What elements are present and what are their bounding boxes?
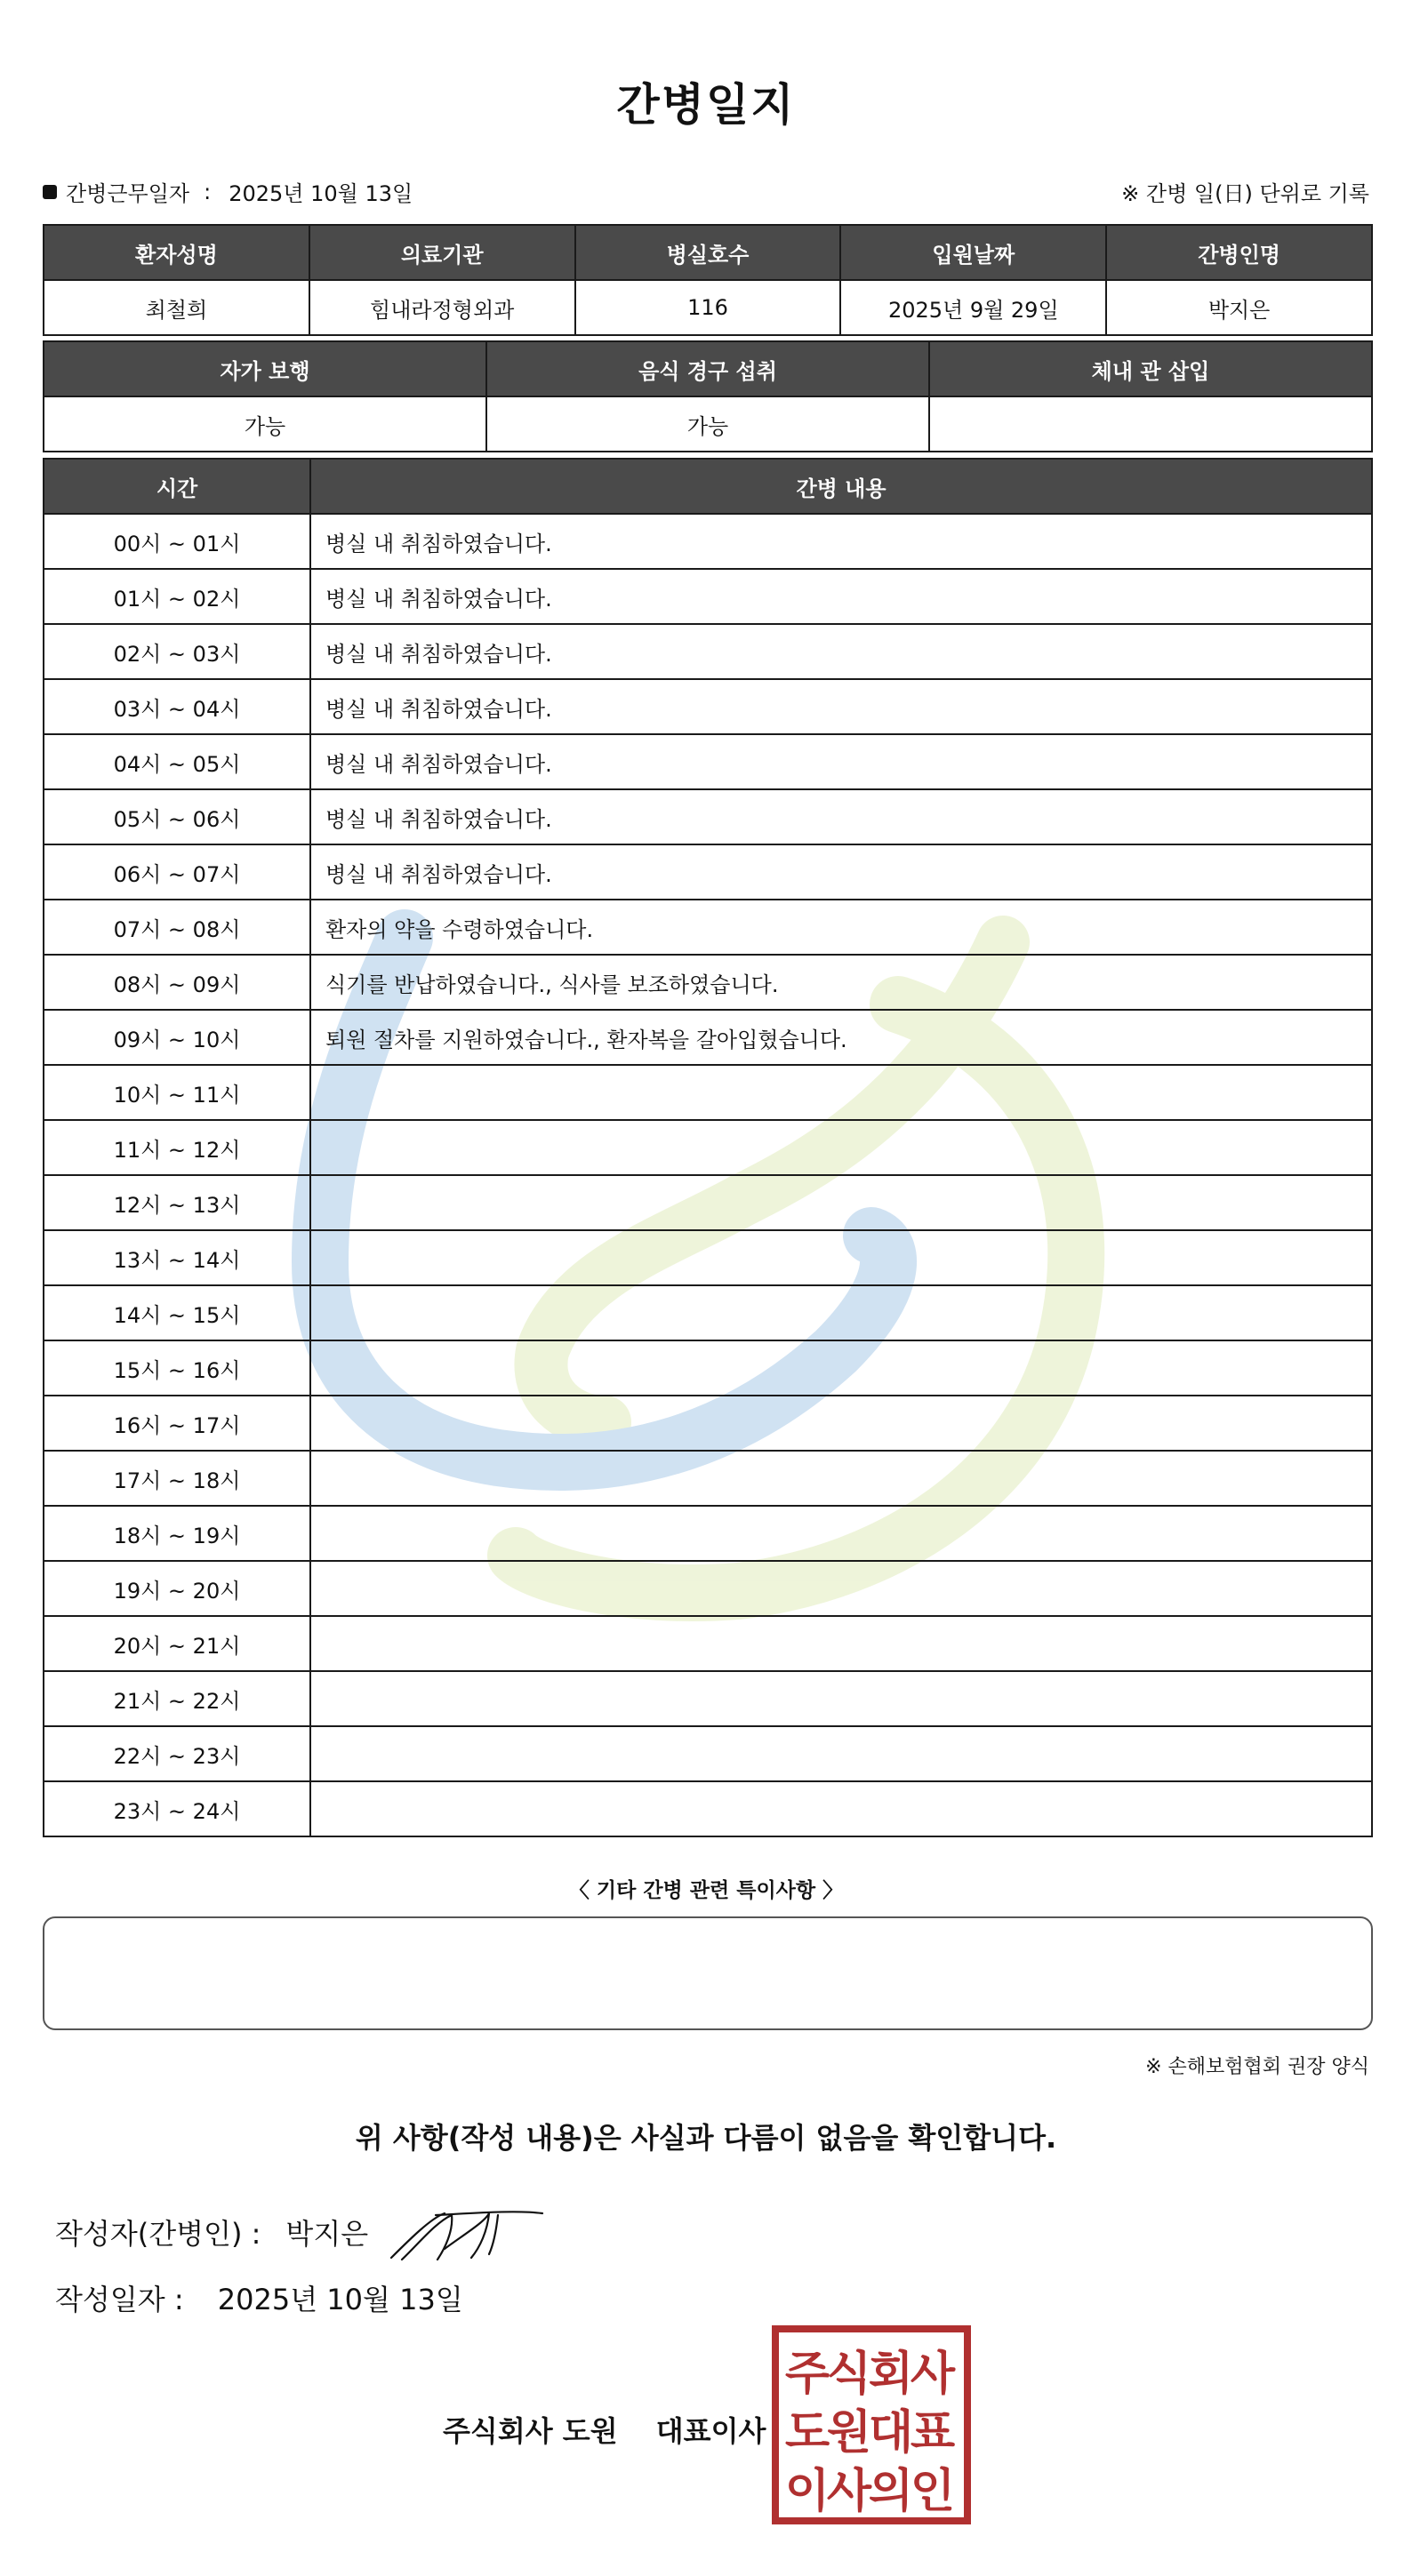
form-note: ※ 손해보험협회 권장 양식 (1145, 2056, 1369, 2078)
care-time: 10시 ~ 11시 (44, 1065, 310, 1120)
care-log-row (44, 1451, 1372, 1506)
oral-intake: 가능 (486, 396, 929, 452)
care-time: 17시 ~ 18시 (44, 1451, 310, 1506)
hospital: 힘내라정형외과 (309, 280, 575, 335)
care-time: 02시 ~ 03시 (44, 624, 310, 679)
care-log-row (44, 624, 1372, 679)
care-log-row (44, 1781, 1372, 1836)
work-date-colon: : (204, 179, 212, 204)
care-content: 퇴원 절차를 지원하였습니다., 환자복을 갈아입혔습니다. (310, 1010, 1372, 1065)
care-content: 병실 내 취침하였습니다. (310, 624, 1372, 679)
care-log-row (44, 514, 1372, 569)
header-hospital: 의료기관 (309, 225, 575, 280)
writer-label: 작성자(간병인) : (55, 2217, 261, 2251)
care-content: 식기를 반납하였습니다., 식사를 보조하였습니다. (310, 955, 1372, 1010)
svg-text:사: 사 (910, 2348, 956, 2401)
care-log-row (44, 734, 1372, 789)
care-content (310, 1726, 1372, 1781)
svg-text:도: 도 (784, 2406, 830, 2460)
patient-header-row (44, 225, 1372, 280)
unit-note: ※ 간병 일(日) 단위로 기록 (1121, 181, 1369, 206)
company-representative-title: 대표이사 (655, 2414, 766, 2448)
svg-text:주: 주 (784, 2348, 830, 2401)
care-log-row (44, 1616, 1372, 1671)
svg-text:의: 의 (868, 2465, 914, 2518)
care-content (310, 1451, 1372, 1506)
care-time: 01시 ~ 02시 (44, 569, 310, 624)
care-time: 23시 ~ 24시 (44, 1781, 310, 1836)
care-log-row (44, 1065, 1372, 1120)
status-header-row (44, 341, 1372, 396)
care-time: 14시 ~ 15시 (44, 1285, 310, 1340)
company-name: 주식회사 도원 (443, 2414, 618, 2448)
care-log-row (44, 1561, 1372, 1616)
care-log-row (44, 1726, 1372, 1781)
care-content: 병실 내 취침하였습니다. (310, 679, 1372, 734)
header-time: 시간 (44, 459, 310, 514)
svg-text:원: 원 (826, 2406, 872, 2460)
care-time: 00시 ~ 01시 (44, 514, 310, 569)
patient-name: 최철희 (44, 280, 309, 335)
care-time: 21시 ~ 22시 (44, 1671, 310, 1726)
company-signature-line (443, 2409, 766, 2450)
care-content: 병실 내 취침하였습니다. (310, 569, 1372, 624)
svg-text:식: 식 (826, 2348, 872, 2401)
written-date-label: 작성일자 : (55, 2283, 184, 2316)
care-content: 병실 내 취침하였습니다. (310, 514, 1372, 569)
care-time: 07시 ~ 08시 (44, 900, 310, 955)
header-care-content: 간병 내용 (310, 459, 1372, 514)
care-time: 09시 ~ 10시 (44, 1010, 310, 1065)
care-rows (44, 514, 1372, 1836)
care-content (310, 1175, 1372, 1230)
status-value-row (44, 396, 1372, 452)
page-title: 간병일지 (616, 79, 796, 131)
care-time: 03시 ~ 04시 (44, 679, 310, 734)
patient-info-table (43, 224, 1373, 336)
special-notes-box (43, 1916, 1373, 2030)
care-log-row (44, 844, 1372, 900)
care-content (310, 1285, 1372, 1340)
care-log-row (44, 1010, 1372, 1065)
header-self-walking: 자가 보행 (44, 341, 486, 396)
care-log-row (44, 900, 1372, 955)
svg-text:대: 대 (868, 2406, 914, 2460)
care-time: 16시 ~ 17시 (44, 1396, 310, 1451)
svg-text:사: 사 (826, 2465, 872, 2518)
work-date-value: 2025년 10월 13일 (229, 181, 413, 206)
special-notes-title: 〈 기타 간병 관련 특이사항 〉 (568, 1879, 844, 1902)
svg-text:표: 표 (910, 2406, 956, 2460)
care-content (310, 1561, 1372, 1616)
care-content (310, 1616, 1372, 1671)
care-content (310, 1671, 1372, 1726)
care-log-row (44, 1230, 1372, 1285)
care-time: 18시 ~ 19시 (44, 1506, 310, 1561)
care-log-row (44, 1506, 1372, 1561)
svg-text:이: 이 (784, 2465, 830, 2518)
care-log-row (44, 1120, 1372, 1175)
admission-date: 2025년 9월 29일 (840, 280, 1106, 335)
confirmation-text: 위 사항(작성 내용)은 사실과 다름이 없음을 확인합니다. (355, 2121, 1057, 2155)
written-date-row (55, 2277, 463, 2318)
care-content (310, 1781, 1372, 1836)
header-room-number: 병실호수 (575, 225, 841, 280)
care-content (310, 1230, 1372, 1285)
care-time: 08시 ~ 09시 (44, 955, 310, 1010)
care-time: 22시 ~ 23시 (44, 1726, 310, 1781)
care-time: 11시 ~ 12시 (44, 1120, 310, 1175)
care-log-row (44, 1340, 1372, 1396)
patient-status-table (43, 340, 1373, 452)
caregiver-name: 박지은 (1106, 280, 1372, 335)
work-date-row (43, 176, 413, 207)
care-time: 15시 ~ 16시 (44, 1340, 310, 1396)
care-time: 05시 ~ 06시 (44, 789, 310, 844)
care-content: 병실 내 취침하였습니다. (310, 789, 1372, 844)
care-header-row (44, 459, 1372, 514)
care-time: 13시 ~ 14시 (44, 1230, 310, 1285)
self-walking: 가능 (44, 396, 486, 452)
svg-text:인: 인 (910, 2465, 956, 2518)
patient-value-row (44, 280, 1372, 335)
written-date-value: 2025년 10월 13일 (217, 2283, 463, 2316)
care-log-row (44, 679, 1372, 734)
care-content (310, 1396, 1372, 1451)
company-seal-stamp (772, 2325, 971, 2524)
header-caregiver-name: 간병인명 (1106, 225, 1372, 280)
writer-row (55, 2212, 368, 2252)
care-content (310, 1065, 1372, 1120)
care-time: 06시 ~ 07시 (44, 844, 310, 900)
care-log-row (44, 569, 1372, 624)
care-time: 04시 ~ 05시 (44, 734, 310, 789)
care-log-row (44, 1396, 1372, 1451)
care-log-row (44, 789, 1372, 844)
care-log-table (43, 458, 1373, 1837)
care-log-row (44, 1175, 1372, 1230)
header-tube-insertion: 체내 관 삽입 (929, 341, 1372, 396)
care-log-row (44, 1671, 1372, 1726)
care-content: 환자의 약을 수령하였습니다. (310, 900, 1372, 955)
care-content: 병실 내 취침하였습니다. (310, 734, 1372, 789)
care-log-row (44, 1285, 1372, 1340)
signature (382, 2196, 551, 2276)
care-log-row (44, 955, 1372, 1010)
svg-text:회: 회 (868, 2348, 914, 2401)
work-date-label: 간병근무일자 (66, 181, 190, 206)
care-time: 20시 ~ 21시 (44, 1616, 310, 1671)
room-number: 116 (575, 280, 841, 335)
care-content: 병실 내 취침하였습니다. (310, 844, 1372, 900)
header-oral-intake: 음식 경구 섭취 (486, 341, 929, 396)
care-time: 12시 ~ 13시 (44, 1175, 310, 1230)
header-admission-date: 입원날짜 (840, 225, 1106, 280)
tube-insertion (929, 396, 1372, 452)
bullet-square-icon (43, 185, 57, 199)
care-content (310, 1120, 1372, 1175)
care-content (310, 1340, 1372, 1396)
header-patient-name: 환자성명 (44, 225, 309, 280)
care-content (310, 1506, 1372, 1561)
care-time: 19시 ~ 20시 (44, 1561, 310, 1616)
writer-name: 박지은 (285, 2217, 369, 2251)
